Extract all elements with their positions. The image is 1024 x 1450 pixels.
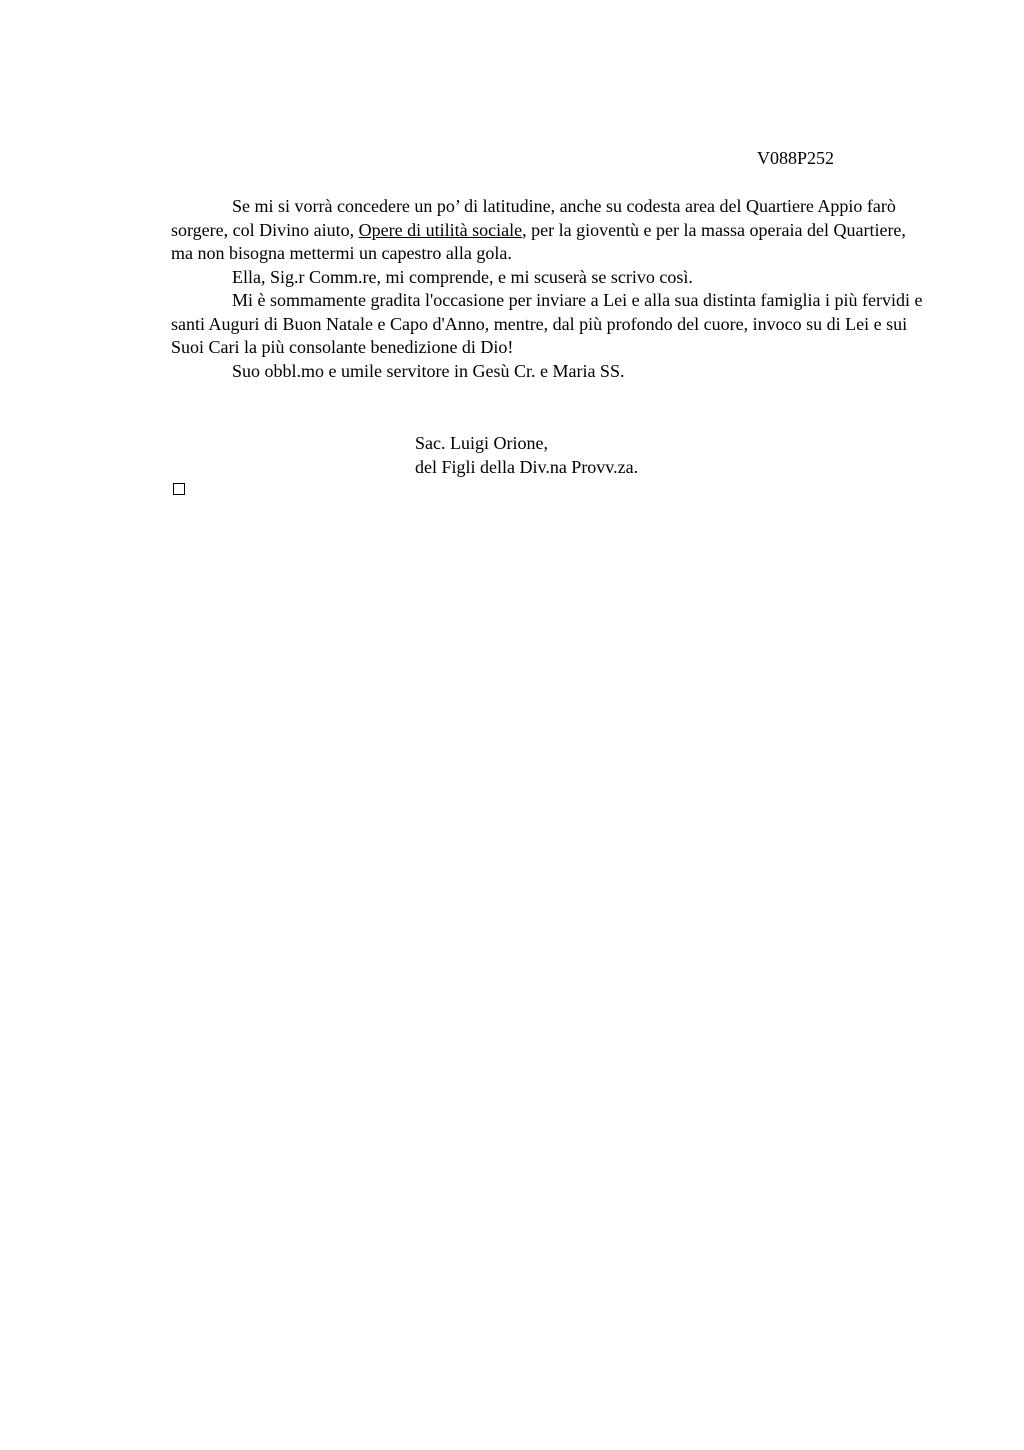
- page-id: V088P252: [757, 148, 835, 168]
- closing-line: Suo obbl.mo e umile servitore in Gesù Cr. e Maria SS.: [232, 360, 625, 381]
- underlined-phrase: Opere di utilità sociale: [358, 219, 523, 240]
- paragraph-1: [171, 195, 931, 266]
- signature-name: Sac. Luigi Orione,: [415, 433, 548, 453]
- paragraph-2: Ella, Sig.r Comm.re, mi comprende, e mi scuserà se scrivo così.: [232, 266, 693, 287]
- paragraph-1-start: Se mi si vorrà concedere un po’ di latitudine, anche su codesta area del Quartiere Appio farò sorgere, col Divino aiuto,: [171, 196, 896, 240]
- signature-block: [415, 432, 638, 479]
- end-square-icon: [173, 483, 185, 495]
- paragraph-3: Mi è sommamente gradita l'occasione per inviare a Lei e alla sua distinta famiglia i più fervidi e santi Auguri di Buon Natale e Capo d'Anno, mentre, dal più profondo del cuore, invoco su di Lei e sui Suoi Cari la più consolante benedizione di Dio!: [171, 290, 923, 357]
- letter-body: [171, 195, 931, 383]
- signature-title: del Figli della Div.na Provv.za.: [415, 456, 639, 477]
- paragraph-1-end: , per la gioventù e per la massa operaia del Quartiere, ma non bisogna mettermi un capestro alla gola.: [171, 219, 906, 263]
